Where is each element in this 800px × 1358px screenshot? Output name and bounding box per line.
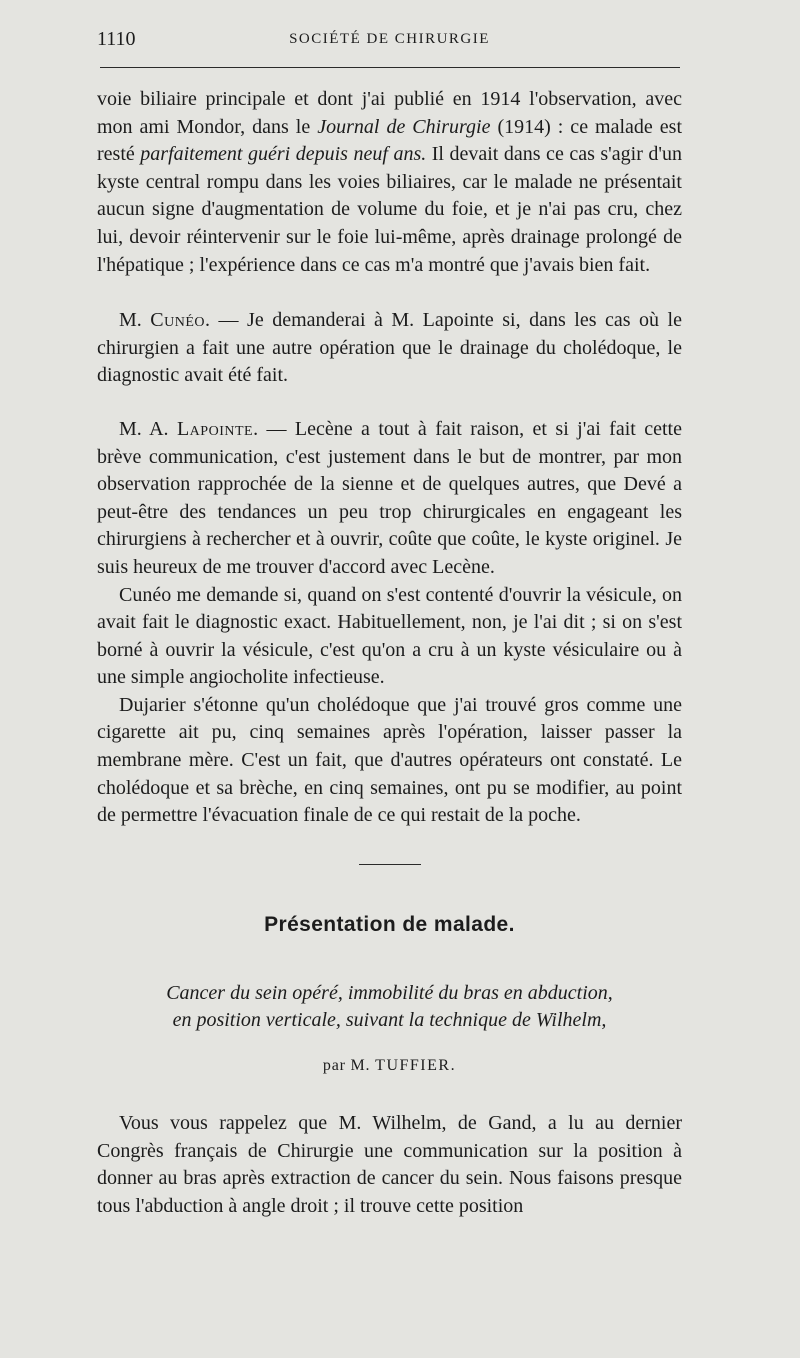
speaker-name: Lapointe <box>176 417 254 440</box>
running-head <box>97 28 682 52</box>
speaker-name: Cunéo <box>150 309 206 332</box>
paragraph-continuation <box>97 86 682 279</box>
paragraph-text: voie biliaire principale et dont j'ai publié en 1914 l'observation, avec mon ami Mondor, dans le <box>97 88 682 138</box>
paragraph-wilhelm: Vous vous rappelez que M. Wilhelm, de Gand, a lu au dernier Congrès français de Chirurgie une communication sur la position à donner au bras après extraction de cancer du sein. Nous faisons presque tous l'abduction à angle droit ; il trouve cette position <box>97 1112 682 1217</box>
paragraph-text: (1914) : ce malade est resté <box>97 115 683 166</box>
article-title-line: en position verticale, suivant la technique de Wilhelm, <box>172 1009 607 1032</box>
author-name: TUFFIER. <box>375 1057 457 1075</box>
emphasis-text: parfaitement guéri depuis neuf ans. <box>140 143 427 166</box>
paragraph-text: . — Lecène a tout à fait raison, et si j'ai fait cette brève communication, c'est justement dans le but de montrer, par mon observation rapprochée de la sienne et de quelques autres, que Devé a peut-être des tendances un peu trop chirurgicales en engageant les chirurgiens à rechercher et à ouvrir, coûte que coûte, le kyste originel. Je suis heureux de me trouver d'accord avec Lecène. <box>97 417 682 578</box>
header-rule <box>100 67 680 68</box>
paragraph-cuneo <box>97 307 682 390</box>
section-heading: Présentation de malade. <box>264 912 515 936</box>
article-title <box>97 980 682 1034</box>
paragraph-text: . — Je demanderai à M. Lapointe si, dans les cas où le chirurgien a fait une autre opération que le drainage du cholédoque, le diagnostic avait été fait. <box>97 309 682 387</box>
author-prefix: par M. <box>322 1057 376 1075</box>
page-number: 1110 <box>97 28 136 50</box>
article-author <box>97 1052 682 1080</box>
article-title-line: Cancer du sein opéré, immobilité du bras en abduction, <box>166 982 613 1005</box>
journal-title: SOCIÉTÉ DE CHIRURGIE <box>289 31 490 47</box>
journal-citation: Journal de Chirurgie <box>317 115 491 138</box>
paragraph-lapointe <box>97 416 682 582</box>
paragraph-text: Il devait dans ce cas s'agir d'un kyste central rompu dans les voies biliaires, car le malade ne présentait aucun signe d'augmentation de volume du foie, et je n'ai pas cru, chez lui, devoir réintervenir sur le foie lui-même, après drainage prolongé de l'hépatique ; l'expérience dans ce cas m'a montré que j'avais bien fait. <box>97 143 682 276</box>
section-divider <box>359 864 421 865</box>
speaker-prefix: M. A. <box>119 417 177 440</box>
paragraph-cuneo-reply: Cunéo me demande si, quand on s'est contenté d'ouvrir la vésicule, on avait fait le diagnostic exact. Habituellement, non, je l'ai dit ; si on s'est borné à ouvrir la vésicule, c'est qu'on a cru à un kyste vésiculaire ou à une simple angiocholite infectieuse. <box>97 583 682 689</box>
speaker-prefix: M. <box>119 309 151 332</box>
paragraph-dujarier: Dujarier s'étonne qu'un cholédoque que j'ai trouvé gros comme une cigarette ait pu, cinq semaines après l'opération, laisser passer la membrane mère. C'est un fait, que d'autres opérateurs ont constaté. Le cholédoque et sa brèche, en cinq semaines, ont pu se modifier, au point de permettre l'évacuation finale de ce qui restait de la poche. <box>97 693 682 827</box>
body-text <box>97 86 682 1220</box>
